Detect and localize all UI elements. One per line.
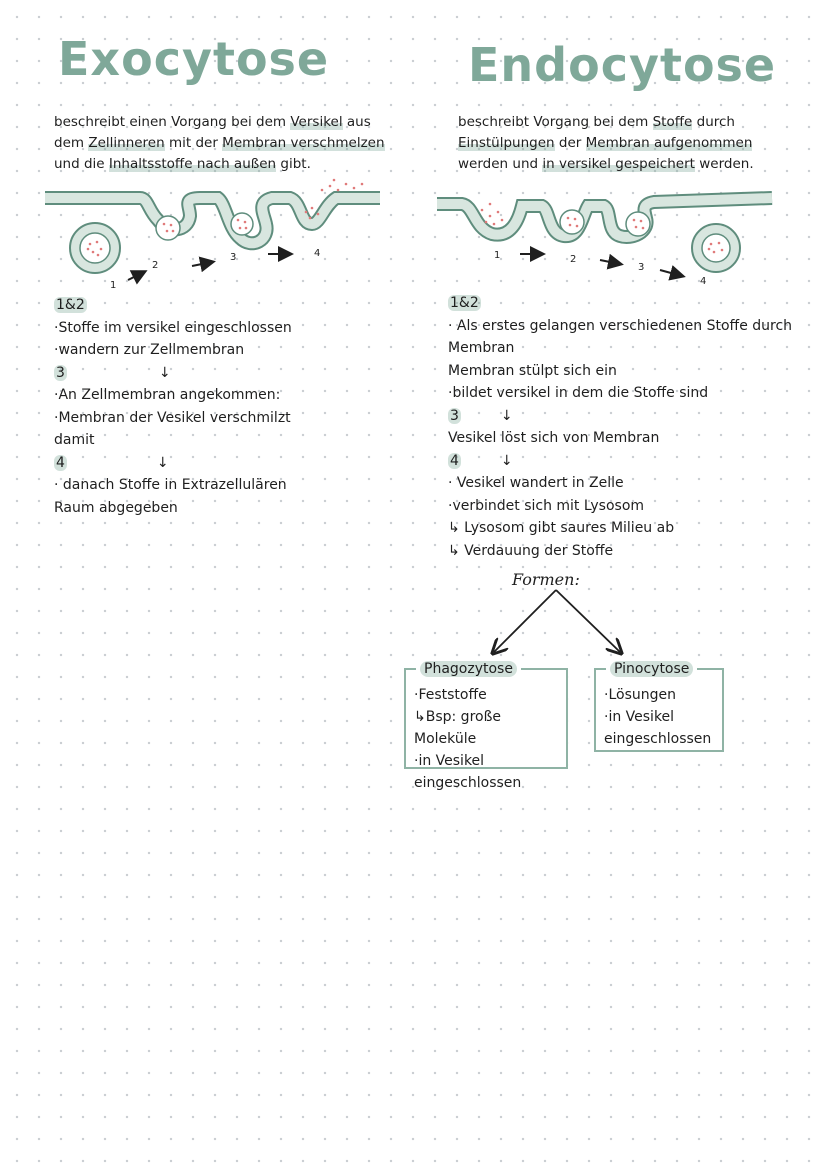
- desc-highlight: Stoffe: [652, 114, 693, 130]
- down-arrow-icon: ↓: [158, 364, 171, 381]
- exocytose-diagram: [40, 180, 385, 290]
- step-label: 3: [230, 252, 237, 263]
- exocytose-title: Exocytose: [58, 32, 330, 86]
- desc-highlight: Versikel: [290, 114, 343, 130]
- step-label: 4: [700, 276, 707, 287]
- phagozytose-title: Phagozytose: [420, 661, 517, 677]
- down-arrow-icon: ↓: [156, 454, 169, 471]
- endocytose-title: Endocytose: [468, 38, 777, 92]
- note-line: Membran: [448, 340, 515, 356]
- note-line: damit: [54, 432, 95, 448]
- desc-text: dem: [54, 135, 89, 151]
- step-heading: 3: [450, 407, 459, 424]
- step-label: 3: [638, 262, 645, 273]
- step-heading: 4: [56, 454, 65, 471]
- desc-text: werden und: [458, 156, 543, 172]
- note-line: Membran stülpt sich ein: [448, 362, 617, 379]
- vesicle-3: [626, 212, 650, 236]
- desc-highlight: Einstülpungen: [458, 135, 555, 151]
- exocytose-description: [54, 112, 414, 175]
- vesicle-3: [231, 213, 253, 235]
- box-line: eingeschlossen: [604, 731, 712, 747]
- box-line: ↳Bsp: große Moleküle: [414, 709, 502, 747]
- box-line: eingeschlossen: [414, 775, 522, 791]
- desc-text: gibt.: [276, 156, 311, 172]
- down-arrow-icon: ↓: [500, 452, 513, 469]
- box-line: ·Feststoffe: [414, 687, 487, 703]
- note-line: ·An Zellmembran angekommen:: [54, 387, 281, 403]
- note-line: · Vesikel wandert in Zelle: [448, 475, 624, 491]
- desc-text: beschreibt Vorgang bei dem: [458, 114, 653, 130]
- box-line: ·Lösungen: [604, 687, 676, 703]
- endocytose-diagram: [432, 188, 777, 293]
- note-line: ·bildet versikel in dem die Stoffe sind: [448, 385, 709, 401]
- desc-text: aus: [342, 114, 371, 130]
- step-label: 2: [152, 260, 159, 271]
- step-label: 2: [570, 254, 577, 265]
- note-line: ↳ Lysosom gibt saures Milieu ab: [448, 520, 675, 536]
- step-label: 1: [494, 250, 501, 261]
- note-line: ·verbindet sich mit Lysosom: [448, 497, 645, 514]
- vesicle-2: [560, 210, 584, 234]
- note-line: · danach Stoffe in Extrazellulären: [54, 477, 287, 493]
- vesicle-2: [156, 216, 180, 240]
- step-heading: 1&2: [56, 297, 85, 313]
- desc-highlight: in versikel gespeichert: [542, 156, 695, 172]
- forms-label: Formen:: [512, 570, 580, 589]
- endocytose-notes: [448, 292, 792, 562]
- desc-highlight: Membran aufgenommen: [585, 135, 753, 151]
- step-heading: 4: [450, 452, 459, 469]
- endocytose-description: [458, 112, 818, 175]
- vesicle-1: [70, 223, 120, 273]
- box-line: ·in Vesikel: [604, 709, 675, 725]
- desc-text: mit der: [164, 135, 223, 151]
- desc-text: beschreibt einen Vorgang bei dem: [54, 114, 291, 130]
- note-line: · Als erstes gelangen verschiedenen Stoffe durch: [448, 317, 793, 334]
- desc-highlight: Zellinneren: [88, 135, 165, 151]
- down-arrow-icon: ↓: [500, 407, 513, 424]
- pinocytose-box: [594, 661, 724, 752]
- note-line: Vesikel löst sich von Membran: [448, 430, 660, 446]
- pinocytose-title: Pinocytose: [610, 661, 693, 677]
- step-label: 1: [110, 280, 117, 291]
- exocytose-notes: [54, 294, 292, 519]
- note-line: ·Stoffe im versikel eingeschlossen: [54, 319, 292, 336]
- note-line: Raum abgegeben: [54, 499, 178, 516]
- desc-highlight: Membran verschmelzen: [222, 135, 385, 151]
- note-line: ·wandern zur Zellmembran: [54, 342, 245, 358]
- desc-text: der: [554, 135, 586, 151]
- box-line: ·in Vesikel: [414, 753, 485, 769]
- desc-highlight: Inhaltsstoffe nach außen: [108, 156, 277, 172]
- note-line: ↳ Verdauung der Stoffe: [448, 542, 614, 559]
- desc-text: werden.: [694, 156, 754, 172]
- desc-text: durch: [692, 114, 735, 130]
- desc-text: und die: [54, 156, 109, 172]
- step-heading: 3: [56, 364, 65, 381]
- step-heading: 1&2: [450, 295, 479, 311]
- step-label: 4: [314, 248, 321, 259]
- note-line: ·Membran der Vesikel verschmilzt: [54, 409, 291, 426]
- forms-branch-arrows: [486, 586, 626, 658]
- phagozytose-box: [404, 661, 568, 791]
